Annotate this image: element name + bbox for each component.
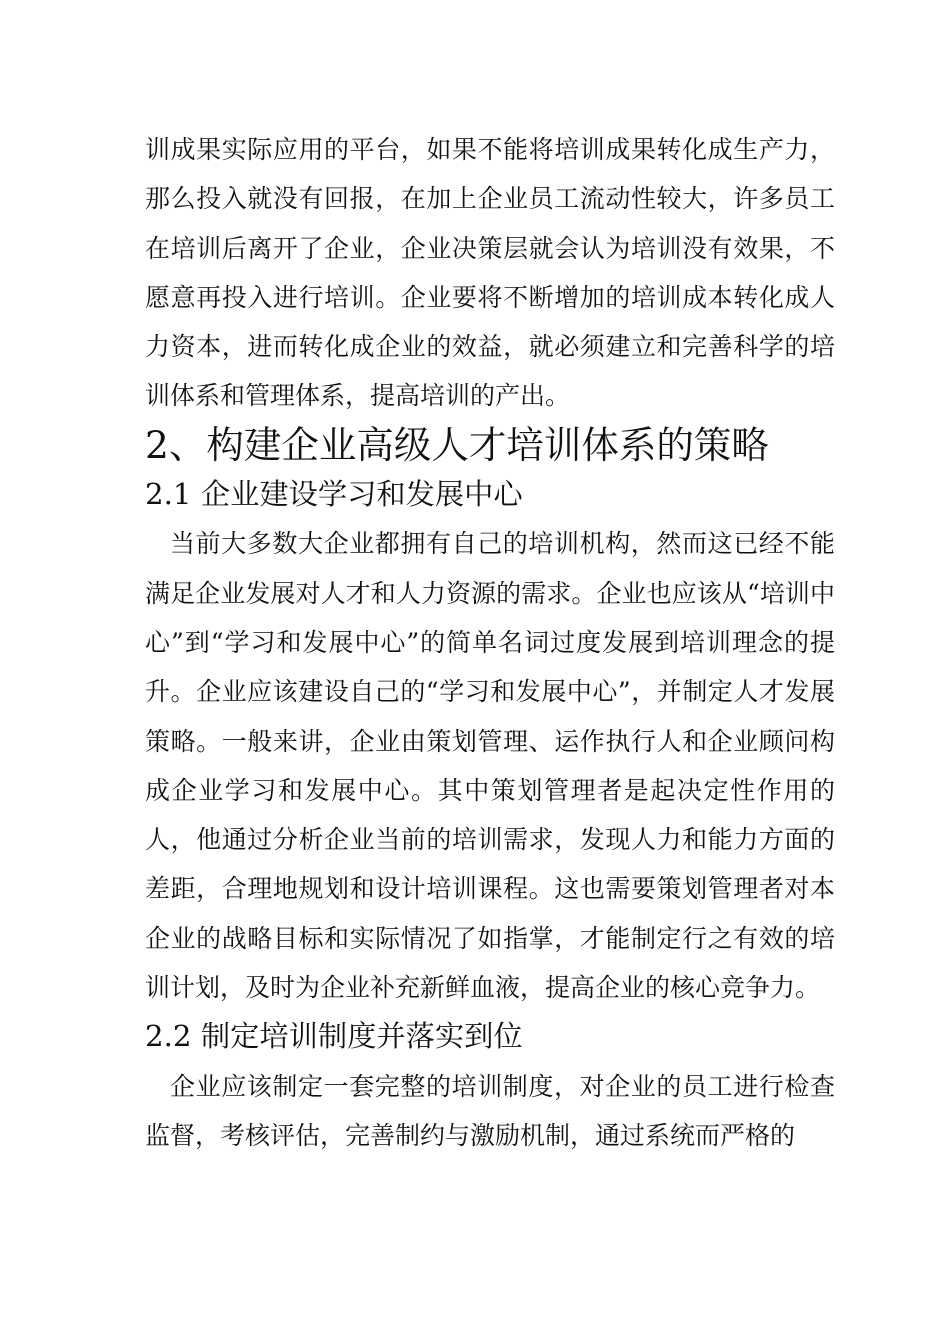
paragraph-training-system: 企业应该制定一套完整的培训制度，对企业的员工进行检查监督，考核评估，完善制约与激励机制，通过系统而严格的 xyxy=(145,1071,835,1150)
paragraph-continued: 训成果实际应用的平台，如果不能将培训成果转化成生产力，那么投入就没有回报，在加上企业员工流动性较大，许多员工在培训后离开了企业，企业决策层就会认为培训没有效果，不愿意再投入进行培训。企业要将不断增加的培训成本转化成人力资本，进而转化成企业的效益，就必须建立和完善科学的培训体系和管理体系，提高培训的产出。 xyxy=(145,135,835,411)
paragraph-learning-center: 当前大多数大企业都拥有自己的培训机构，然而这已经不能满足企业发展对人才和人力资源的需求。企业也应该从“培训中心”到“学习和发展中心”的简单名词过度发展到培训理念的提升。企业应该建设自己的“学习和发展中心”，并制定人才发展策略。一般来讲，企业由策划管理、运作执行人和企业顾问构成企业学习和发展中心。其中策划管理者是起决定性作用的人，他通过分析企业当前的培训需求，发现人力和能力方面的差距，合理地规划和设计培训课程。这也需要策划管理者对本企业的战略目标和实际情况了如指掌，才能制定行之有效的培训计划，及时为企业补充新鲜血液，提高企业的核心竞争力。 xyxy=(145,529,835,1003)
subsection-heading-2-2: 2.2 制定培训制度并落实到位 xyxy=(145,1019,523,1054)
section-heading-2: 2、构建企业高级人才培训体系的策略 xyxy=(145,422,769,467)
subsection-heading-2-1: 2.1 企业建设学习和发展中心 xyxy=(145,477,523,512)
document-body xyxy=(145,125,835,1160)
